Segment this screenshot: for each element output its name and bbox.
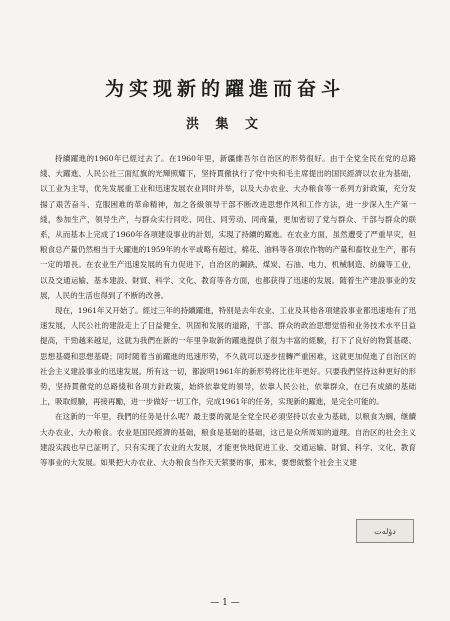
paragraph-2: 现在，1961年又开始了。經过三年的持續躍進，特别是去年农业、工业及其他各項建設事业都迅速地有了迅速发展，人民公社的建設走上了日益健全、巩固和发展的道路，干部、群众的政治思想觉悟和业务技术水平日益提高，干勁越来越足，这就为我們在新的一年里争取新的躍進提供了很为丰富的經驗，打下了良好的物質基礎、思想基礎和思想基礎；同时随着当前躍進的迅速形势，不久就可以逐步扭轉严重困难，这就更加促進了自治区的社会主义建設事业的迅速发展。所有这一切，都說明1961年的新形势将比往年更好。只要我們坚持这种更好的形势，坚持貫徹党的总路綫和各項方針政策，始終依靠党的領导，依靠人民公社，依靠群众，在已有成績的基础上，吸取經驗，再接再勵，进一步做好一切工作，完成1961年的任务，实现新的躍進，是完全可能的。	[40, 306, 416, 407]
paragraph-1: 持續躍進的1960年已經过去了。在1960年里，新疆維吾尔自治区的形势很好。由于全党全民在党的总路綫、大躍進、人民公社三面紅旗的光輝照耀下，坚持貫徹执行了党中央和毛主席提出的国民經濟以农业为基础，以工业为主导，优先发展重工业和迅速发展农业同时并举，以及大办农业、大办粮食等一系列方針政策，充分发揚了艰苦奋斗、克服困难的革命精神，加之各級領导干部不断改进思想作风和工作方法，进一步深入生产第一綫，参加生产，領导生产，与群众实行同吃、同住、同劳动、同商量，更加密切了党与群众、干部与群众的联系，从而基本上完成了1960年各項建设事业的計划，实現了持續的躍進。在农业方面，虽然遭受了严重旱灾，但粮食总产量仍然相当于大躍進的1959年的水平或略有超过，棉花、油料等各項农作物的产量和畜牧业生产，都有一定的增長。在农业生产迅速发展的有力促进下，自治区的鋼鉄、煤炭、石油、电力、机械制造、紡織等工业，以及交通运输、基本建設、財貿、科学、文化、教育等各方面，也都获得了迅速的发展。随着生产建設事业的发展，人民的生活也得到了不断的改善。	[40, 154, 416, 300]
article-author: 洪 集 文	[185, 117, 265, 132]
page-number: — 1 —	[210, 598, 240, 608]
article-title: 为实现新的躍進而奋斗	[104, 78, 345, 100]
library-stamp: دۆلەت	[356, 519, 414, 543]
paragraph-3: 在这新的一年里，我們的任务是什么呢？最主要的就是全党全民必須坚持以农业为基础，以粮食为綱，继續大办农业、大办粮食。农业是国民經濟的基础，粮食是基础的基础，这已是众所周知的道理。自治区的社会主义建設实践也早已証明了，只有实现了农业的大发展，才能更快地促进工业、交通运输、財貿、科学、文化、教育等事业的大发展。如果把大办农业、大办粮食当作天天萦要的事，那末，要想做整个社会主义建	[40, 412, 416, 468]
article-body	[40, 151, 416, 470]
